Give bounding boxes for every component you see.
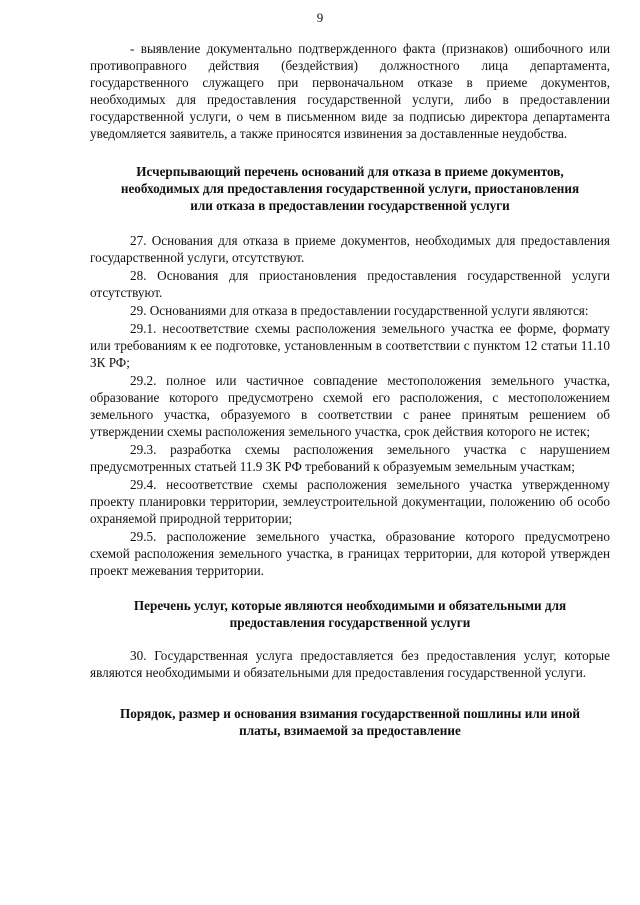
item-30: 30. Государственная услуга предоставляется без предоставления услуг, которые являются необходимыми и обязательными для предоставления государственной услуги.: [90, 648, 610, 680]
section-heading-refusal-grounds: Исчерпывающий перечень оснований для отказа в приеме документов, необходимых для предоставления государственной услуги, приостановления или отказа в предоставлении государственной услуги: [120, 164, 580, 213]
document-body: [90, 40, 610, 739]
item-28: 28. Основания для приостановления предоставления государственной услуги отсутствуют.: [90, 268, 610, 300]
item-29-4: 29.4. несоответствие схемы расположения земельного участка утвержденному проекту планировки территории, землеустроительной документации, положению об особо охраняемой природной территории;: [90, 477, 610, 526]
section-heading-required-services: Перечень услуг, которые являются необходимыми и обязательными для предоставления государственной услуги: [133, 598, 567, 630]
page-number: 9: [316, 10, 324, 25]
item-29-3: 29.3. разработка схемы расположения земельного участка с нарушением предусмотренных статьей 11.9 ЗК РФ требований к образуемым земельным участкам;: [90, 442, 610, 474]
intro-paragraph: - выявление документально подтвержденного факта (признаков) ошибочного или противоправного действия (бездействия) должностного лица департамента, государственного служащего при первоначальном отказе в приеме документов, необходимых для предоставления государственной услуги, либо в предоставлении государственной услуги, о чем в письменном виде за подписью директора департамента уведомляется заявитель, а также приносятся извинения за доставленные неудобства.: [90, 41, 610, 141]
item-27: 27. Основания для отказа в приеме документов, необходимых для предоставления государственной услуги, отсутствуют.: [90, 233, 610, 265]
item-29-2: 29.2. полное или частичное совпадение местоположения земельного участка, образование которого предусмотрено схемой его расположения, с местоположением земельного участка, образуемого в соответствии с ранее принятым решением об утверждении схемы расположения земельного участка, срок действия которого не истек;: [90, 373, 610, 439]
item-29-5: 29.5. расположение земельного участка, образование которого предусмотрено схемой расположения земельного участка, в границах территории, для которой утвержден проект межевания территории.: [90, 529, 610, 578]
section-heading-fees: Порядок, размер и основания взимания государственной пошлины или иной платы, взимаемой за предоставление: [119, 706, 581, 738]
item-29: 29. Основаниями для отказа в предоставлении государственной услуги являются:: [130, 303, 589, 318]
item-29-1: 29.1. несоответствие схемы расположения земельного участка ее форме, формату или требованиям к ее подготовке, установленным в соответствии с пунктом 12 статьи 11.10 ЗК РФ;: [90, 321, 610, 370]
